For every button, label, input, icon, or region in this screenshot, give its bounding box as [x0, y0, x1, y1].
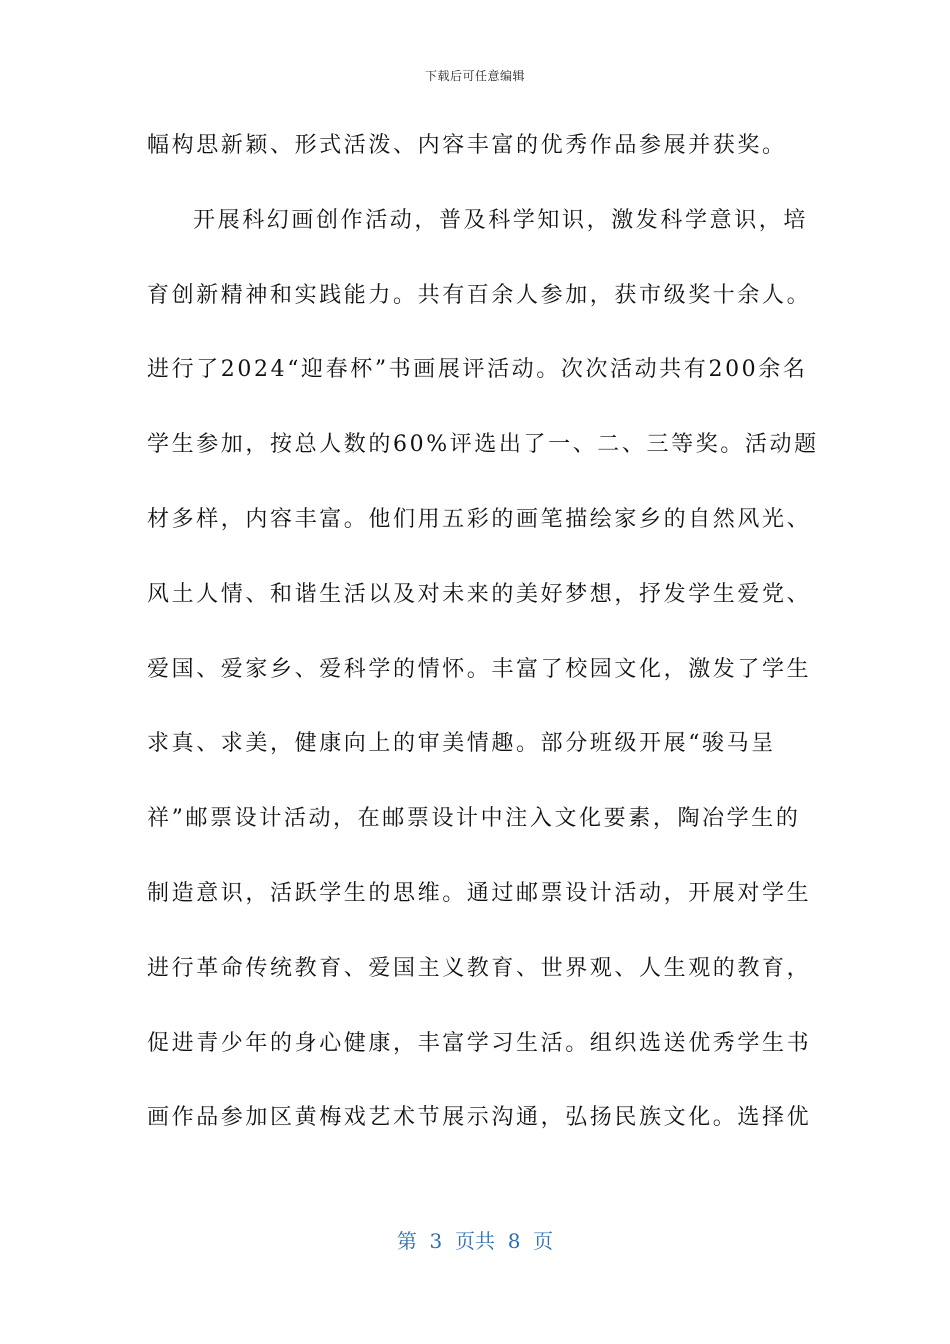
- text-line: 促进青少年的身心健康，丰富学习生活。组织选送优秀学生书: [147, 1030, 812, 1056]
- text-line: 学生参加，按总人数的60%评选出了一、二、三等奖。活动题: [147, 432, 819, 458]
- text-line: 求真、求美，健康向上的审美情趣。部分班级开展“骏马呈: [147, 731, 776, 757]
- text-line: 进行革命传统教育、爱国主义教育、世界观、人生观的教育，: [147, 955, 812, 981]
- text-line: 幅构思新颖、形式活泼、内容丰富的优秀作品参展并获奖。: [147, 133, 787, 158]
- text-line: 祥”邮票设计活动，在邮票设计中注入文化要素，陶冶学生的: [147, 806, 801, 832]
- text-line: 育创新精神和实践能力。共有百余人参加，获市级奖十余人。: [147, 282, 812, 308]
- page-number-footer: 第 3 页共 8 页: [396, 1229, 554, 1253]
- text-line: 风土人情、和谐生活以及对未来的美好梦想，抒发学生爱党、: [147, 581, 812, 607]
- document-body: [147, 122, 819, 1169]
- text-line: 画作品参加区黄梅戏艺术节展示沟通，弘扬民族文化。选择优: [147, 1105, 812, 1131]
- text-line: 爱国、爱家乡、爱科学的情怀。丰富了校园文化，激发了学生: [147, 656, 812, 682]
- text-line: 开展科幻画创作活动，普及科学知识，激发科学意识，培: [193, 207, 809, 233]
- header-note: 下载后可任意编辑: [424, 69, 525, 83]
- text-line: 材多样，内容丰富。他们用五彩的画笔描绘家乡的自然风光、: [147, 506, 812, 532]
- text-line: 制造意识，活跃学生的思维。通过邮票设计活动，开展对学生: [147, 880, 812, 906]
- text-line: 进行了2024“迎春杯”书画展评活动。次次活动共有200余名: [147, 357, 808, 383]
